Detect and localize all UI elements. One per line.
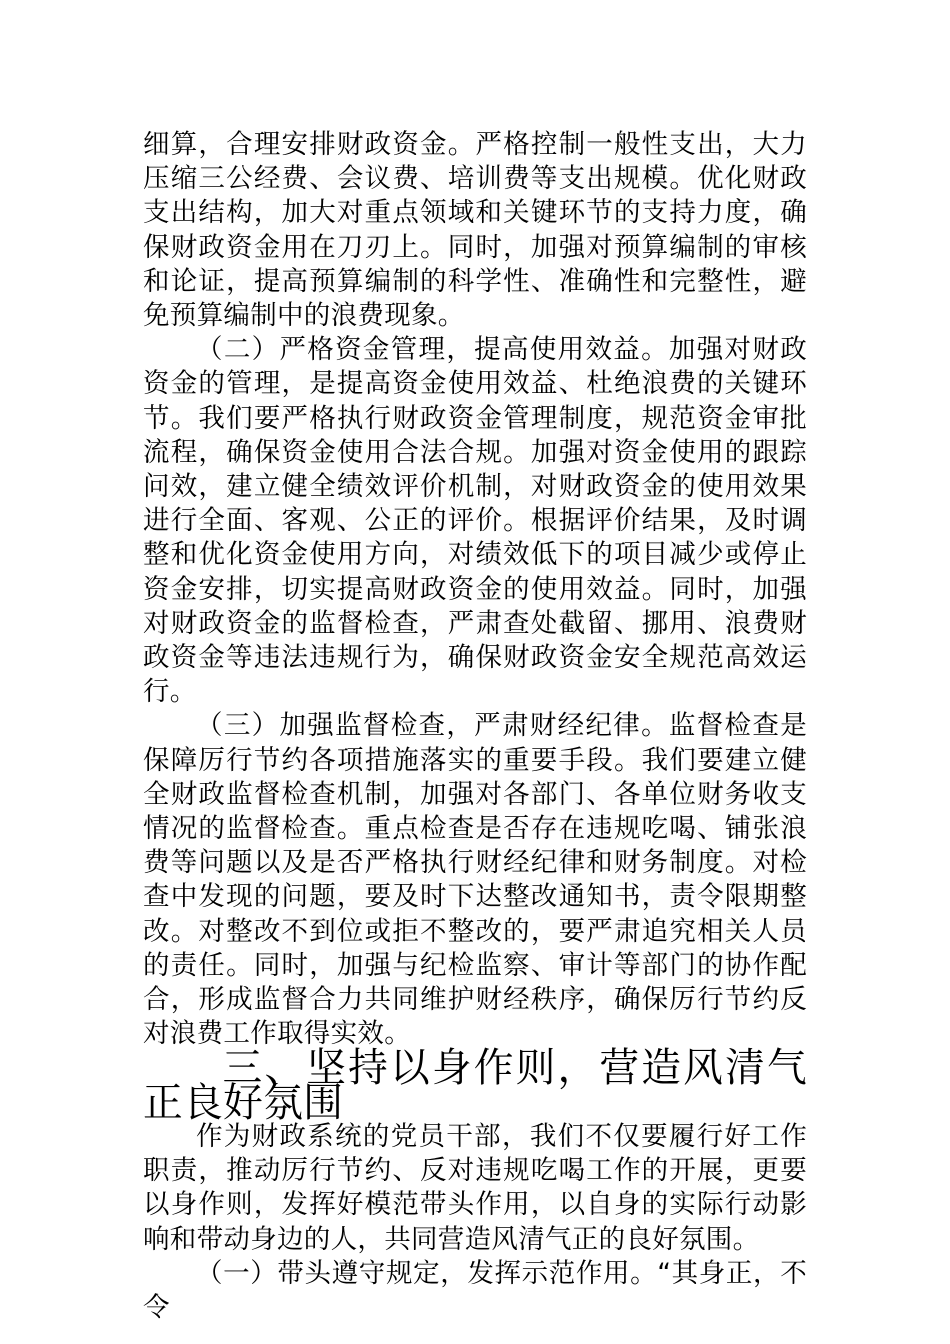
section-heading: 三、坚持以身作则，营造风清气正良好氛围 — [143, 1045, 807, 1126]
paragraph-budget-continued: 细算，合理安排财政资金。严格控制一般性支出，大力压缩三公经费、会议费、培训费等支出规模。优化财政支出结构，加大对重点领域和关键环节的支持力度，确保财政资金用在刀刃上。同时，加强对预算编制的审核和论证，提高预算编制的科学性、准确性和完整性，避免预算编制中的浪费现象。 — [143, 129, 807, 332]
document-page — [143, 128, 807, 1325]
paragraph-fund-management: （二）严格资金管理，提高使用效益。加强对财政资金的管理，是提高资金使用效益、杜绝浪费的关键环节。我们要严格执行财政资金管理制度，规范资金审批流程，确保资金使用合法合规。加强对资金使用的跟踪问效，建立健全绩效评价机制，对财政资金的使用效果进行全面、客观、公正的评价。根据评价结果，及时调整和优化资金使用方向，对绩效低下的项目减少或停止资金安排，切实提高财政资金的使用效益。同时，加强对财政资金的监督检查，严肃查处截留、挪用、浪费财政资金等违法违规行为，确保财政资金安全规范高效运行。 — [143, 334, 807, 708]
paragraph-lead-by-example: 作为财政系统的党员干部，我们不仅要履行好工作职责，推动厉行节约、反对违规吃喝工作的开展，更要以身作则，发挥好模范带头作用，以自身的实际行动影响和带动身边的人，共同营造风清气正的良好氛围。 — [143, 1120, 807, 1255]
paragraph-follow-rules: （一）带头遵守规定，发挥示范作用。“其身正，不令 — [143, 1257, 807, 1323]
paragraph-supervision: （三）加强监督检查，严肃财经纪律。监督检查是保障厉行节约各项措施落实的重要手段。我们要建立健全财政监督检查机制，加强对各部门、各单位财务收支情况的监督检查。重点检查是否存在违规吃喝、铺张浪费等问题以及是否严格执行财经纪律和财务制度。对检查中发现的问题，要及时下达整改通知书，责令限期整改。对整改不到位或拒不整改的，要严肃追究相关人员的责任。同时，加强与纪检监察、审计等部门的协作配合，形成监督合力共同维护财经秩序，确保厉行节约反对浪费工作取得实效。 — [143, 710, 807, 1050]
